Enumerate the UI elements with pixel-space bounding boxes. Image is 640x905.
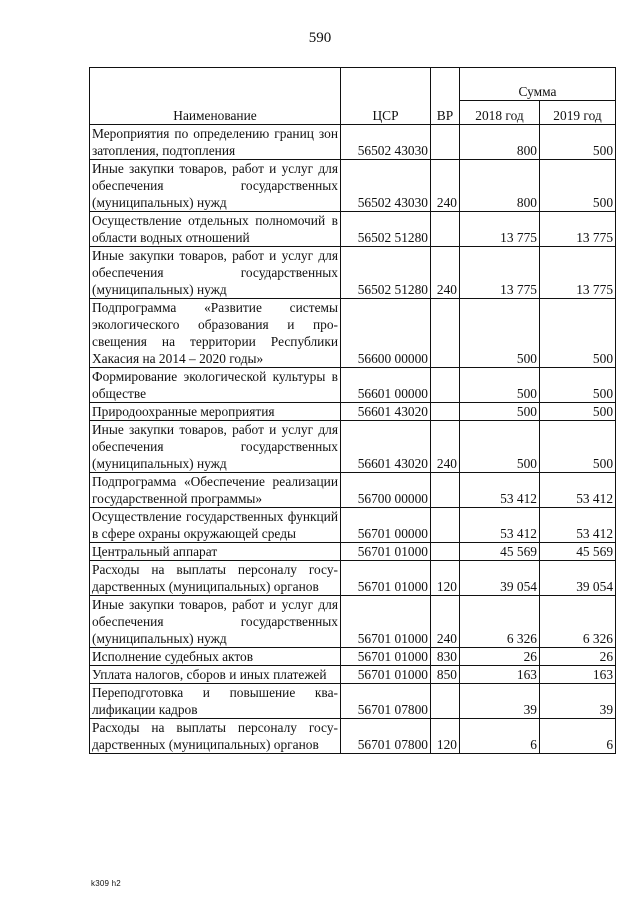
row-name-cell: Подпрограмма «Развитие системы экологического образования и просвещения на территории Республики Хакасия на 2014 – 2020 годы» [90, 299, 341, 368]
row-sum-2018-cell: 53 412 [460, 508, 540, 543]
row-sum-2019-cell: 53 412 [540, 508, 616, 543]
row-sum-2019-cell: 45 569 [540, 543, 616, 561]
row-name-cell: Переподготовка и повышение квалификации кадров [90, 684, 341, 719]
table-row [90, 247, 616, 299]
table-row [90, 125, 616, 160]
row-csr-cell: 56700 00000 [341, 473, 431, 508]
page-number: 590 [308, 30, 332, 46]
table-row [90, 596, 616, 648]
row-name-cell: Иные закупки товаров, работ и услуг для обеспечения государственных (муниципальных) нужд [90, 421, 341, 473]
table-row [90, 684, 616, 719]
header-sum: Сумма [460, 68, 616, 101]
table-row [90, 508, 616, 543]
row-name-cell: Расходы на выплаты персоналу государственных (муниципальных) органов [90, 719, 341, 754]
header-csr: ЦСР [341, 68, 431, 125]
row-sum-2018-cell: 163 [460, 666, 540, 684]
table-row [90, 160, 616, 212]
row-name-cell: Подпрограмма «Обеспечение реализации государственной программы» [90, 473, 341, 508]
row-name-cell: Уплата налогов, сборов и иных платежей [90, 666, 341, 684]
row-sum-2018-cell: 45 569 [460, 543, 540, 561]
row-vr-cell [431, 473, 460, 508]
table-row [90, 666, 616, 684]
row-name-cell: Осуществление государственных функций в сфере охраны окружающей среды [90, 508, 341, 543]
row-vr-cell [431, 403, 460, 421]
row-vr-cell: 120 [431, 719, 460, 754]
row-name-cell: Формирование экологической культуры в обществе [90, 368, 341, 403]
row-vr-cell [431, 543, 460, 561]
table-row [90, 368, 616, 403]
row-sum-2019-cell: 500 [540, 299, 616, 368]
row-csr-cell: 56701 01000 [341, 561, 431, 596]
row-sum-2018-cell: 39 054 [460, 561, 540, 596]
row-vr-cell [431, 684, 460, 719]
row-sum-2018-cell: 26 [460, 648, 540, 666]
row-name-cell: Природоохранные мероприятия [90, 403, 341, 421]
table-body [90, 125, 616, 754]
row-vr-cell [431, 299, 460, 368]
row-sum-2018-cell: 6 326 [460, 596, 540, 648]
row-csr-cell: 56701 00000 [341, 508, 431, 543]
table-row [90, 421, 616, 473]
row-csr-cell: 56601 43020 [341, 421, 431, 473]
row-csr-cell: 56701 01000 [341, 596, 431, 648]
row-vr-cell [431, 212, 460, 247]
row-vr-cell: 120 [431, 561, 460, 596]
row-sum-2018-cell: 500 [460, 403, 540, 421]
row-csr-cell: 56502 43030 [341, 160, 431, 212]
footer-code: k309 h2 [91, 879, 121, 888]
row-sum-2019-cell: 53 412 [540, 473, 616, 508]
row-csr-cell: 56502 43030 [341, 125, 431, 160]
row-csr-cell: 56601 43020 [341, 403, 431, 421]
row-csr-cell: 56701 01000 [341, 543, 431, 561]
row-name-cell: Иные закупки товаров, работ и услуг для обеспечения государственных (муниципальных) нужд [90, 596, 341, 648]
table-row [90, 403, 616, 421]
row-sum-2019-cell: 13 775 [540, 247, 616, 299]
row-csr-cell: 56701 01000 [341, 666, 431, 684]
row-sum-2018-cell: 500 [460, 368, 540, 403]
table-row [90, 648, 616, 666]
row-sum-2019-cell: 39 [540, 684, 616, 719]
row-vr-cell [431, 368, 460, 403]
row-sum-2019-cell: 26 [540, 648, 616, 666]
row-csr-cell: 56502 51280 [341, 247, 431, 299]
header-year-2018: 2018 год [460, 101, 540, 125]
table-row [90, 719, 616, 754]
row-sum-2018-cell: 800 [460, 160, 540, 212]
row-vr-cell: 850 [431, 666, 460, 684]
row-sum-2018-cell: 53 412 [460, 473, 540, 508]
row-sum-2019-cell: 500 [540, 403, 616, 421]
row-sum-2019-cell: 500 [540, 125, 616, 160]
row-name-cell: Расходы на выплаты персоналу государственных (муниципальных) органов [90, 561, 341, 596]
row-sum-2018-cell: 39 [460, 684, 540, 719]
row-sum-2018-cell: 6 [460, 719, 540, 754]
row-name-cell: Иные закупки товаров, работ и услуг для обеспечения государственных (муниципальных) нужд [90, 247, 341, 299]
row-sum-2019-cell: 500 [540, 421, 616, 473]
row-vr-cell: 830 [431, 648, 460, 666]
table-row [90, 543, 616, 561]
row-sum-2019-cell: 39 054 [540, 561, 616, 596]
row-csr-cell: 56701 07800 [341, 719, 431, 754]
table-row [90, 561, 616, 596]
row-sum-2019-cell: 163 [540, 666, 616, 684]
row-name-cell: Центральный аппарат [90, 543, 341, 561]
row-csr-cell: 56601 00000 [341, 368, 431, 403]
row-csr-cell: 56701 07800 [341, 684, 431, 719]
table-row [90, 212, 616, 247]
table-header [90, 68, 616, 125]
row-sum-2019-cell: 500 [540, 160, 616, 212]
row-vr-cell [431, 125, 460, 160]
row-vr-cell [431, 508, 460, 543]
row-vr-cell: 240 [431, 421, 460, 473]
table-row [90, 473, 616, 508]
row-csr-cell: 56502 51280 [341, 212, 431, 247]
budget-table [89, 67, 616, 754]
row-sum-2018-cell: 500 [460, 299, 540, 368]
table-row [90, 299, 616, 368]
row-vr-cell: 240 [431, 160, 460, 212]
row-sum-2018-cell: 800 [460, 125, 540, 160]
row-sum-2018-cell: 500 [460, 421, 540, 473]
row-csr-cell: 56600 00000 [341, 299, 431, 368]
row-vr-cell: 240 [431, 596, 460, 648]
row-sum-2019-cell: 6 [540, 719, 616, 754]
row-name-cell: Осуществление отдельных полномочий в области водных отношений [90, 212, 341, 247]
row-sum-2018-cell: 13 775 [460, 247, 540, 299]
row-sum-2019-cell: 13 775 [540, 212, 616, 247]
row-csr-cell: 56701 01000 [341, 648, 431, 666]
header-year-2019: 2019 год [540, 101, 616, 125]
row-sum-2019-cell: 500 [540, 368, 616, 403]
row-sum-2019-cell: 6 326 [540, 596, 616, 648]
header-name: Наименование [90, 68, 341, 125]
row-name-cell: Мероприятия по определению границ зон затопления, подтопления [90, 125, 341, 160]
row-sum-2018-cell: 13 775 [460, 212, 540, 247]
header-vr: ВР [431, 68, 460, 125]
row-vr-cell: 240 [431, 247, 460, 299]
row-name-cell: Исполнение судебных актов [90, 648, 341, 666]
row-name-cell: Иные закупки товаров, работ и услуг для обеспечения государственных (муниципальных) нужд [90, 160, 341, 212]
